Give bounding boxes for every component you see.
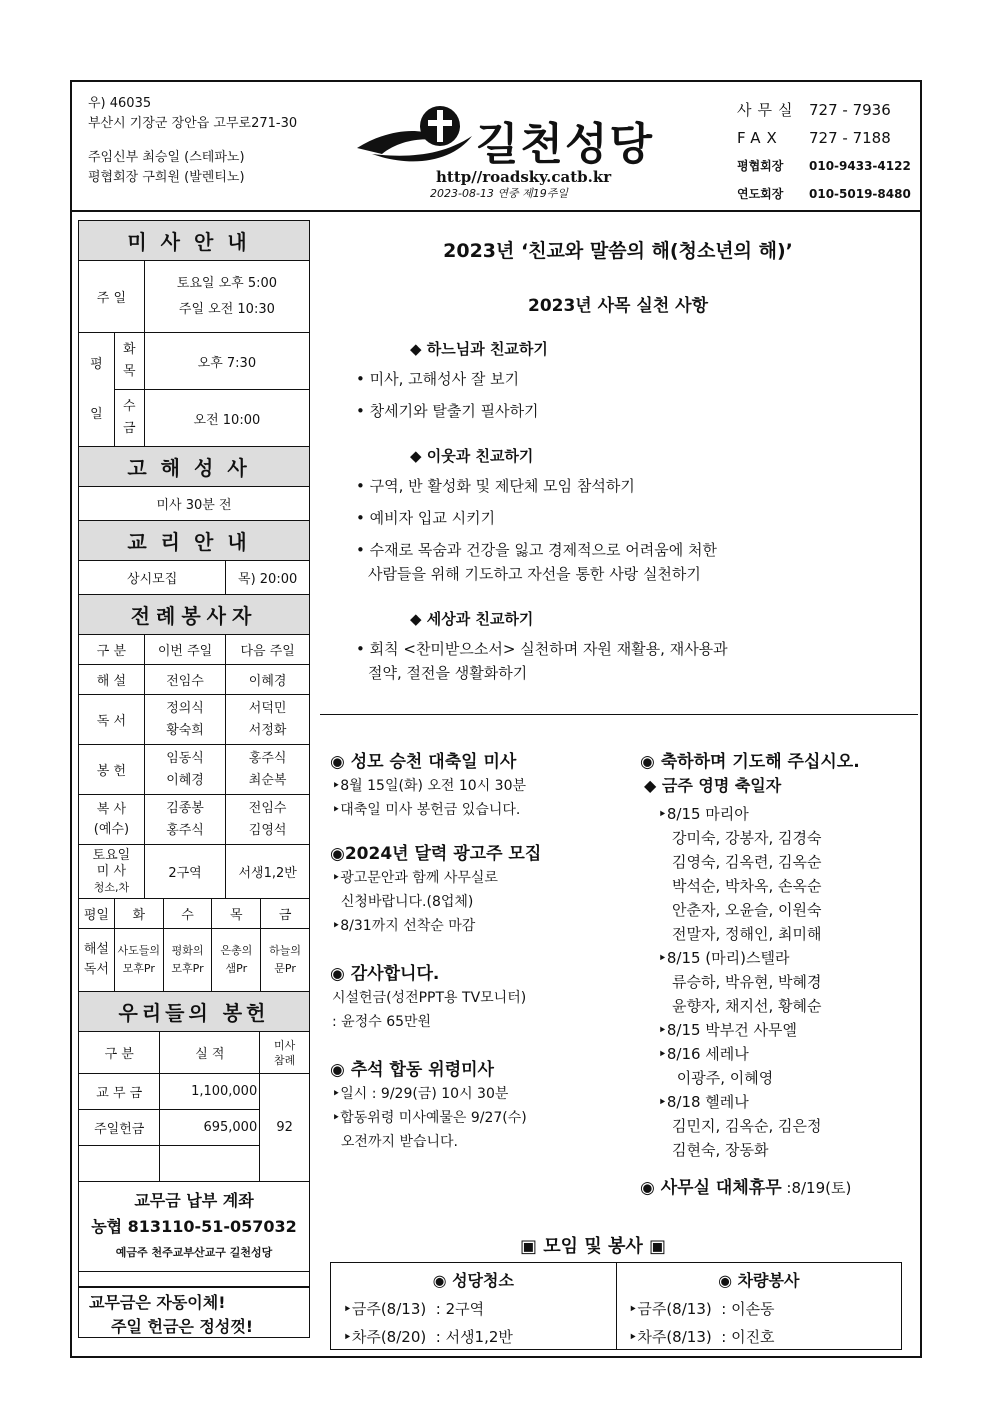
server-row-next: 이혜경: [226, 665, 310, 695]
offering-row-label: 주일헌금: [79, 1110, 160, 1146]
vehicle-line: ‣금주(8/13) : 이손동: [628, 1300, 775, 1318]
weekday-servers-table: [78, 898, 310, 993]
cleaning-line: ‣차주(8/20) : 서생1,2반: [343, 1328, 513, 1346]
news-head: ◉ 감사합니다.: [330, 964, 440, 984]
header-left: [88, 94, 297, 188]
weekday-group: 은총의 샘Pr: [212, 928, 261, 992]
theme-item: • 미사, 고해성사 잘 보기: [356, 370, 520, 388]
chair-label: 평협회장: [737, 159, 784, 173]
feast-names: 전말자, 정해인, 최미해: [672, 925, 822, 943]
news-line: ‣일시 : 9/29(금) 10시 30분: [332, 1086, 509, 1102]
meetings-title: ▣ 모임 및 봉사 ▣: [520, 1236, 667, 1257]
sunday-time-2: 주일 오전 10:30: [178, 301, 275, 317]
news-head: ◉ 성모 승천 대축일 미사: [330, 752, 517, 772]
notice-box-content: [78, 1286, 310, 1338]
group-head: ◆ 세상과 친교하기: [410, 610, 534, 628]
weekday-group: 평화의 모후Pr: [163, 928, 212, 992]
cleaning-head: ◉ 성당청소: [432, 1271, 514, 1290]
offering-title: 우리들의 봉헌: [79, 992, 310, 1032]
theme-panel: [320, 230, 916, 685]
account-title: 교무금 납부 계좌: [134, 1190, 254, 1210]
plan-title: 2023년 사목 실천 사항: [527, 296, 709, 316]
feast-day: ‣8/15 (마리)스텔라: [658, 949, 790, 967]
group-head: ◆ 하느님과 친교하기: [410, 340, 548, 358]
feast-day: ‣8/16 세레나: [658, 1045, 749, 1063]
server-row-this: 임동식 이혜경: [144, 745, 226, 795]
office-closed-date: :8/19(토): [786, 1179, 852, 1197]
wed-fri-time: 오전 10:00: [144, 390, 309, 447]
weekday-label-2: 일: [90, 406, 103, 422]
news-column: [330, 750, 630, 1154]
address: 부산시 기장군 장안읍 고무로271-30: [88, 116, 298, 131]
youth-label: 연도회장: [737, 187, 784, 201]
theme-item: • 창세기와 탈출기 필사하기: [356, 402, 539, 420]
header-contacts: [737, 96, 911, 208]
confession-title: 고해성사: [79, 447, 310, 487]
weekday-head: 수: [163, 898, 212, 928]
feast-names: 김영숙, 김옥련, 김옥순: [672, 853, 822, 871]
parish-name: 길천성당: [476, 119, 655, 170]
server-row-next: 서덕민 서정화: [226, 695, 310, 745]
feast-day: ‣8/15 박부건 사무엘: [658, 1021, 798, 1039]
offering-empty: [79, 1146, 160, 1182]
offering-row-value: 695,000: [160, 1110, 260, 1146]
weekday-role-label: 해설 독서: [79, 928, 115, 992]
feast-names: 김현숙, 장동화: [672, 1141, 769, 1159]
bulletin-header: [72, 82, 920, 212]
feast-names: 류승하, 박유현, 박혜경: [672, 973, 822, 991]
sat-mass-label-small: 청소,차: [93, 880, 130, 894]
left-info-table: [78, 220, 310, 899]
fax-phone: 727 - 7188: [809, 129, 891, 147]
news-line: 시설헌금(성전PPT용 TV모니터): [332, 990, 527, 1006]
sunday-time-1: 토요일 오후 5:00: [176, 275, 278, 291]
theme-item-cont: 사람들을 위해 기도하고 자선을 통한 사랑 실천하기: [368, 565, 701, 583]
server-row-this: 김종봉 홍주식: [144, 795, 226, 845]
notice-line: 주일 헌금은 정성껏!: [111, 1317, 254, 1336]
theme-item: • 회칙 <찬미받으소서> 실천하며 자원 재활용, 재사용과: [356, 640, 728, 658]
vehicle-head: ◉ 차량봉사: [718, 1271, 800, 1290]
server-row-this: 정의식 황숙희: [144, 695, 226, 745]
news-head: ◉2024년 달력 광고주 모집: [330, 844, 542, 864]
news-head: ◉ 추석 합동 위령미사: [330, 1060, 494, 1080]
sat-next: 서생1,2반: [226, 845, 310, 899]
offering-head-category: 구 분: [79, 1032, 160, 1074]
feast-names: 강미숙, 강봉자, 김경숙: [672, 829, 822, 847]
server-row-label: 복 사 (예수): [79, 795, 145, 845]
tue-thu-time: 오후 7:30: [144, 333, 309, 390]
cleaning-col: [331, 1263, 616, 1349]
catechism-left: 상시모집: [79, 561, 226, 595]
theme-item: • 구역, 반 활성화 및 제단체 모임 참석하기: [356, 477, 635, 495]
weekday-label-1: 평: [90, 356, 103, 372]
vehicle-col: [616, 1263, 902, 1349]
feast-names: 이광주, 이혜영: [672, 1069, 774, 1087]
news-line: : 윤정수 65만원: [332, 1014, 432, 1030]
account-holder: 예금주 천주교부산교구 길천성당: [115, 1245, 273, 1259]
office-label: 사무실: [737, 101, 799, 119]
priest: 주임신부 최승일 (스테파노): [88, 150, 245, 165]
news-line: ‣대축일 미사 봉헌금 있습니다.: [332, 802, 521, 818]
confession-text: 미사 30분 전: [79, 487, 310, 521]
feast-head: ◉ 축하하며 기도해 주십시오.: [640, 752, 860, 772]
catechism-right: 목) 20:00: [226, 561, 310, 595]
news-line: ‣8/31까지 선착순 마감: [332, 918, 476, 934]
feast-names: 안춘자, 오윤슬, 이원숙: [672, 901, 822, 919]
weekday-head: 목: [212, 898, 261, 928]
offering-table: [78, 991, 310, 1272]
meetings-box: [330, 1262, 902, 1350]
servers-title: 전례봉사자: [79, 595, 310, 635]
server-row-this: 전임수: [144, 665, 226, 695]
offering-row-value: 1,100,000: [160, 1074, 260, 1110]
feast-sub: ◆ 금주 영명 축일자: [644, 776, 782, 795]
account-number: 농협 813110-51-057032: [91, 1216, 297, 1236]
attendance-value: 92: [260, 1074, 310, 1182]
mass-title: 미사안내: [79, 221, 310, 261]
parish-url: http//roadsky.catb.kr: [436, 168, 612, 186]
offering-row-label: 교 무 금: [79, 1074, 160, 1110]
servers-head-this: 이번 주일: [144, 635, 226, 665]
date-line: 2023-08-13 연중 제19주일: [430, 187, 569, 200]
sunday-label: 주 일: [79, 261, 145, 333]
feast-day: ‣8/18 헬레나: [658, 1093, 749, 1111]
sat-this: 2구역: [144, 845, 226, 899]
fax-label: FAX: [737, 129, 783, 147]
left-column: [78, 220, 310, 1338]
weekday-group: 하늘의 문Pr: [261, 928, 310, 992]
theme-item: • 예비자 입교 시키기: [356, 509, 496, 527]
chair-phone: 010-9433-4122: [809, 159, 911, 173]
tue-thu-label: 화목: [114, 333, 144, 390]
weekday-head: 금: [261, 898, 310, 928]
year-title: 2023년 ‘친교와 말씀의 해(청소년의 해)’: [443, 240, 793, 262]
servers-head-category: 구 분: [79, 635, 145, 665]
council-chair: 평협회장 구희원 (발렌티노): [88, 170, 245, 185]
vehicle-line: ‣차주(8/13) : 이진호: [628, 1328, 775, 1346]
bulletin-page: [70, 80, 922, 1358]
news-line: ‣광고문안과 함께 사무실로: [332, 870, 498, 886]
group-head: ◆ 이웃과 친교하기: [410, 447, 534, 465]
catechism-title: 교리안내: [79, 521, 310, 561]
server-row-next: 전임수 김영석: [226, 795, 310, 845]
weekday-group: 사도들의 모후Pr: [114, 928, 163, 992]
feast-column: [640, 750, 920, 1200]
theme-item-cont: 절약, 절전을 생활화하기: [368, 664, 528, 682]
server-row-next: 홍주식 최순복: [226, 745, 310, 795]
offering-empty: [160, 1146, 260, 1182]
divider: [320, 714, 918, 715]
office-closed: ◉ 사무실 대체휴무: [640, 1178, 782, 1198]
notice-line: 교무금은 자동이체!: [89, 1293, 226, 1312]
youth-phone: 010-5019-8480: [809, 187, 911, 201]
office-phone: 727 - 7936: [809, 101, 891, 119]
zip-code: 우) 46035: [88, 96, 152, 111]
server-row-label: 독 서: [79, 695, 145, 745]
offering-head-attendance: 미사 참례: [260, 1032, 310, 1074]
feast-day: ‣8/15 마리아: [658, 805, 749, 823]
cleaning-line: ‣금주(8/13) : 2구역: [343, 1300, 485, 1318]
sat-mass-label: 토요일 미 사: [92, 847, 131, 879]
weekday-head: 평일: [79, 898, 115, 928]
weekday-head: 화: [114, 898, 163, 928]
feast-names: 김민지, 김옥순, 김은정: [672, 1117, 822, 1135]
feast-names: 윤향자, 채지선, 황혜순: [672, 997, 822, 1015]
offering-head-amount: 실 적: [160, 1032, 260, 1074]
theme-item: • 수재로 목숨과 건강을 잃고 경제적으로 어려움에 처한: [356, 541, 718, 559]
server-row-label: 봉 헌: [79, 745, 145, 795]
news-line: ‣합동위령 미사예물은 9/27(수): [332, 1110, 527, 1126]
wed-fri-label: 수금: [114, 390, 144, 447]
news-line: ‣8월 15일(화) 오전 10시 30분: [332, 778, 527, 794]
feast-names: 박석순, 박차옥, 손옥순: [672, 877, 822, 895]
news-line: 신청바랍니다.(8업체): [332, 894, 474, 910]
servers-head-next: 다음 주일: [226, 635, 310, 665]
news-line: 오전까지 받습니다.: [332, 1134, 458, 1150]
server-row-label: 해 설: [79, 665, 145, 695]
